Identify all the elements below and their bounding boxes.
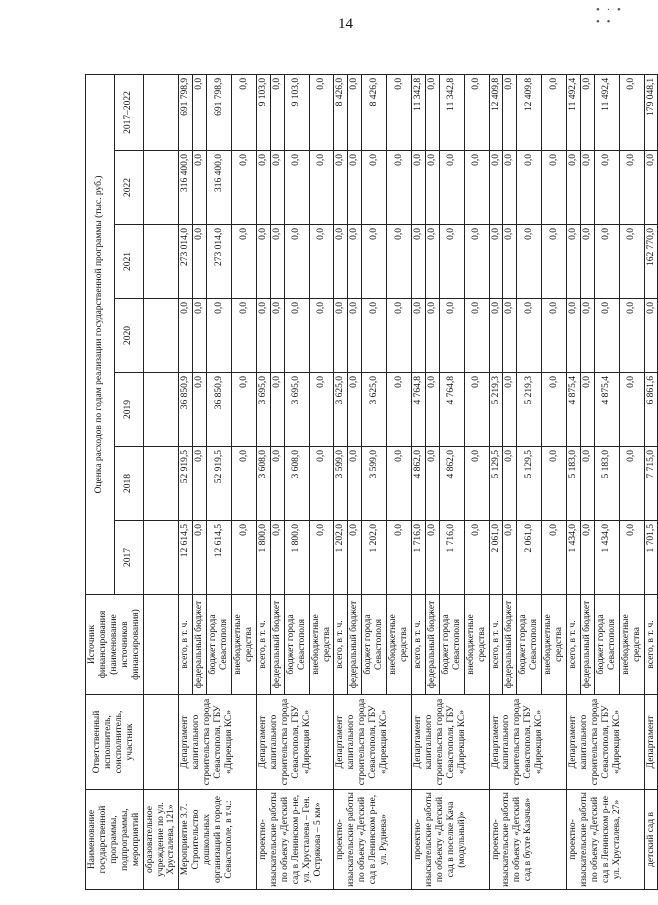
funding-source: федеральный бюджет: [193, 595, 207, 695]
header-executor: Ответственный исполнитель, соисполнитель, участник: [86, 695, 144, 790]
amount-year: 2 061,0: [489, 521, 503, 595]
executor: Департамент капитального строительства города Севастополя, ГБУ «Дирекция КС»: [179, 695, 257, 790]
funding-source: бюджет города Севастополя: [207, 595, 232, 695]
amount-year: 0,0: [580, 447, 594, 521]
program-item-name: проектно-изыскательские работы по объекту «Детский сад в Ленинском р-не, ул. Хрусталева – Ген. Острякова – 5 км»: [256, 790, 334, 890]
amount-year: 0,0: [464, 299, 489, 373]
amount-year: 7 715,0: [644, 447, 658, 521]
amount-year: 2 061,0: [517, 521, 542, 595]
amount-year: 162 770,0: [644, 225, 658, 299]
amount-year: 0,0: [309, 447, 334, 521]
corner-marks: • · • • •: [596, 4, 623, 28]
amount-year: 0,0: [387, 225, 412, 299]
executor: Департамент капитального строительства города Севастополя, ГБУ «Дирекция КС»: [256, 695, 334, 790]
amount-total: 0,0: [348, 74, 362, 150]
amount-year: 0,0: [503, 373, 517, 447]
program-item-name: проектно-изыскательские работы по объекту «Детский сад в Ленинском р-не, ул. Руднева»: [334, 790, 412, 890]
executor: Департамент капитального строительства города Севастополя, ГБУ «Дирекция КС»: [567, 695, 645, 790]
amount-year: 0,0: [411, 151, 425, 225]
amount-year: 0,0: [503, 299, 517, 373]
amount-year: 0,0: [309, 521, 334, 595]
header-year-total: 2017–2022: [114, 74, 143, 150]
executor: Департамент: [644, 695, 658, 790]
amount-year: 1 701,5: [644, 521, 658, 595]
program-item-name: детский сад в: [644, 790, 658, 890]
funding-source: внебюджетные средства: [309, 595, 334, 695]
amount-year: 1 716,0: [439, 521, 464, 595]
amount-year: 0,0: [619, 225, 644, 299]
amount-year: 0,0: [464, 521, 489, 595]
amount-year: 1 434,0: [594, 521, 619, 595]
amount-year: 0,0: [387, 373, 412, 447]
amount-total: 12 409,8: [489, 74, 503, 150]
amount-year: 0,0: [542, 373, 567, 447]
header-estimate: Оценка расходов по годам реализации государственной программы (тыс. руб.): [86, 74, 115, 594]
amount-year: 0,0: [270, 225, 284, 299]
amount-year: 0,0: [644, 151, 658, 225]
funding-source: федеральный бюджет: [425, 595, 439, 695]
amount-year: 0,0: [517, 151, 542, 225]
amount-total: 12 409,8: [517, 74, 542, 150]
amount-year: 0,0: [334, 299, 348, 373]
amount-year: 0,0: [270, 373, 284, 447]
table-body: [143, 74, 658, 889]
amount-year: 0,0: [193, 151, 207, 225]
amount-year: 52 919,5: [207, 447, 232, 521]
table-row: [411, 74, 425, 889]
amount-year: 0,0: [193, 225, 207, 299]
amount-total: 0,0: [193, 74, 207, 150]
header-year: 2021: [114, 225, 143, 299]
amount-total: 11 492,4: [594, 74, 619, 150]
amount-year: 0,0: [256, 225, 270, 299]
amount-year: 0,0: [503, 521, 517, 595]
amount-year: 0,0: [284, 299, 309, 373]
amount-year: 0,0: [619, 151, 644, 225]
amount-year: 0,0: [232, 225, 257, 299]
amount-year: 1 434,0: [567, 521, 581, 595]
amount-year: 0,0: [542, 447, 567, 521]
amount-year: 0,0: [517, 225, 542, 299]
header-year: 2019: [114, 373, 143, 447]
amount-year: 0,0: [425, 225, 439, 299]
continuation-row: [143, 74, 179, 889]
amount-total: 179 048,1: [644, 74, 658, 150]
amount-year: 0,0: [619, 373, 644, 447]
amount-year: 3 599,0: [362, 447, 387, 521]
program-item-name: проектно-изыскательские работы по объекту «Детский сад в Ленинском р-не ул. Хрусталева, 27»: [567, 790, 645, 890]
amount-year: 3 625,0: [334, 373, 348, 447]
amount-year: 0,0: [425, 521, 439, 595]
amount-year: 0,0: [256, 299, 270, 373]
amount-year: 0,0: [411, 225, 425, 299]
amount-year: 0,0: [334, 225, 348, 299]
header-name: Наименование государственной программы, подпрограммы, мероприятий: [86, 790, 144, 890]
amount-year: 0,0: [644, 299, 658, 373]
amount-year: 3 608,0: [284, 447, 309, 521]
amount-year: 0,0: [270, 151, 284, 225]
amount-year: 0,0: [207, 299, 232, 373]
amount-year: 4 875,4: [567, 373, 581, 447]
amount-year: 0,0: [619, 521, 644, 595]
amount-year: 0,0: [256, 151, 270, 225]
amount-year: 0,0: [503, 225, 517, 299]
amount-year: 0,0: [362, 151, 387, 225]
amount-year: 0,0: [232, 151, 257, 225]
amount-year: 0,0: [425, 373, 439, 447]
funding-source: всего, в т. ч.: [179, 595, 193, 695]
amount-year: 0,0: [464, 373, 489, 447]
table-header: [86, 74, 144, 889]
amount-year: 0,0: [594, 225, 619, 299]
amount-year: 3 695,0: [256, 373, 270, 447]
table-row: [567, 74, 581, 889]
amount-year: 0,0: [464, 225, 489, 299]
funding-source: бюджет города Севастополя: [517, 595, 542, 695]
funding-source: бюджет города Севастополя: [362, 595, 387, 695]
amount-year: 3 608,0: [256, 447, 270, 521]
amount-year: 0,0: [193, 447, 207, 521]
funding-source: внебюджетные средства: [387, 595, 412, 695]
amount-year: 1 202,0: [362, 521, 387, 595]
executor: Департамент капитального строительства города Севастополя, ГБУ «Дирекция КС»: [334, 695, 412, 790]
amount-year: 0,0: [387, 521, 412, 595]
amount-year: 0,0: [348, 521, 362, 595]
amount-year: 1 202,0: [334, 521, 348, 595]
amount-year: 0,0: [464, 151, 489, 225]
amount-year: 4 764,8: [439, 373, 464, 447]
amount-year: 0,0: [334, 151, 348, 225]
amount-year: 12 614,5: [179, 521, 193, 595]
program-item-name: Мероприятие 3.7. Строительство дошкольных организаций в городе Севастополе, в т.ч.:: [179, 790, 257, 890]
funding-source: федеральный бюджет: [270, 595, 284, 695]
amount-year: 3 695,0: [284, 373, 309, 447]
amount-year: 0,0: [489, 151, 503, 225]
amount-year: 0,0: [542, 521, 567, 595]
amount-year: 0,0: [309, 299, 334, 373]
header-year: 2020: [114, 299, 143, 373]
amount-year: 0,0: [439, 151, 464, 225]
amount-year: 0,0: [348, 299, 362, 373]
amount-year: 0,0: [193, 521, 207, 595]
amount-total: 9 103,0: [256, 74, 270, 150]
amount-year: 3 625,0: [362, 373, 387, 447]
amount-year: 0,0: [387, 447, 412, 521]
amount-year: 36 850,9: [207, 373, 232, 447]
amount-year: 0,0: [362, 225, 387, 299]
rotated-table-container: [85, 75, 656, 890]
amount-year: 0,0: [489, 225, 503, 299]
amount-year: 273 014,0: [207, 225, 232, 299]
amount-total: 691 798,9: [179, 74, 193, 150]
amount-year: 0,0: [594, 151, 619, 225]
funding-source: всего, в т. ч.: [256, 595, 270, 695]
amount-year: 0,0: [309, 225, 334, 299]
funding-source: внебюджетные средства: [232, 595, 257, 695]
header-year: 2022: [114, 151, 143, 225]
amount-year: 0,0: [464, 447, 489, 521]
continuation-name: образовательное учреждение по ул. Хрусталева, 121»: [143, 790, 179, 890]
financing-table: [85, 74, 658, 890]
amount-year: 4 862,0: [439, 447, 464, 521]
amount-year: 36 850,9: [179, 373, 193, 447]
amount-year: 4 875,4: [594, 373, 619, 447]
amount-year: 0,0: [193, 373, 207, 447]
program-item-name: проектно-изыскательские работы по объекту «Детский сад в бухте Казачья»: [489, 790, 567, 890]
amount-total: 0,0: [619, 74, 644, 150]
executor: Департамент капитального строительства города Севастополя, ГБУ «Дирекция КС»: [489, 695, 567, 790]
amount-year: 0,0: [348, 225, 362, 299]
amount-year: 0,0: [567, 225, 581, 299]
table-row: [334, 74, 348, 889]
program-item-name: проектно-изыскательские работы по объекту «Детский сад в поселке Кача (модульный)»: [411, 790, 489, 890]
header-source: Источник финансирования (наименование источников финансирования): [86, 595, 144, 695]
amount-year: 0,0: [232, 521, 257, 595]
amount-total: 0,0: [464, 74, 489, 150]
funding-source: всего, в т. ч.: [411, 595, 425, 695]
funding-source: бюджет города Севастополя: [284, 595, 309, 695]
amount-year: 5 183,0: [567, 447, 581, 521]
funding-source: всего, в т. ч.: [644, 595, 658, 695]
amount-total: 0,0: [387, 74, 412, 150]
table-row: [256, 74, 270, 889]
amount-year: 0,0: [439, 225, 464, 299]
amount-year: 1 716,0: [411, 521, 425, 595]
amount-year: 5 129,5: [489, 447, 503, 521]
amount-year: 0,0: [580, 151, 594, 225]
amount-year: 0,0: [425, 151, 439, 225]
amount-year: 0,0: [309, 151, 334, 225]
amount-year: 316 400,0: [179, 151, 193, 225]
amount-year: 5 129,5: [517, 447, 542, 521]
amount-total: 0,0: [503, 74, 517, 150]
amount-total: 11 342,8: [411, 74, 425, 150]
table-row: [489, 74, 503, 889]
amount-year: 0,0: [232, 299, 257, 373]
amount-year: 0,0: [542, 299, 567, 373]
amount-total: 8 426,0: [334, 74, 348, 150]
amount-year: 1 800,0: [256, 521, 270, 595]
amount-year: 4 862,0: [411, 447, 425, 521]
amount-year: 0,0: [348, 373, 362, 447]
funding-source: федеральный бюджет: [503, 595, 517, 695]
amount-year: 0,0: [309, 373, 334, 447]
amount-year: 5 219,3: [489, 373, 503, 447]
amount-total: 0,0: [309, 74, 334, 150]
amount-year: 6 861,6: [644, 373, 658, 447]
amount-year: 0,0: [232, 373, 257, 447]
amount-year: 0,0: [439, 299, 464, 373]
funding-source: бюджет города Севастополя: [439, 595, 464, 695]
table-row: [644, 74, 658, 889]
header-year: 2017: [114, 521, 143, 595]
amount-year: 0,0: [387, 151, 412, 225]
amount-total: 0,0: [232, 74, 257, 150]
funding-source: внебюджетные средства: [542, 595, 567, 695]
funding-source: бюджет города Севастополя: [594, 595, 619, 695]
amount-year: 316 400,0: [207, 151, 232, 225]
funding-source: всего, в т. ч.: [489, 595, 503, 695]
amount-year: 0,0: [362, 299, 387, 373]
funding-source: всего, в т. ч.: [567, 595, 581, 695]
header-year: 2018: [114, 447, 143, 521]
amount-year: 5 219,3: [517, 373, 542, 447]
amount-total: 11 492,4: [567, 74, 581, 150]
amount-year: 0,0: [270, 521, 284, 595]
amount-year: 0,0: [489, 299, 503, 373]
amount-total: 691 798,9: [207, 74, 232, 150]
amount-year: 3 599,0: [334, 447, 348, 521]
funding-source: федеральный бюджет: [580, 595, 594, 695]
amount-year: 0,0: [503, 151, 517, 225]
amount-year: 0,0: [542, 151, 567, 225]
funding-source: внебюджетные средства: [619, 595, 644, 695]
amount-year: 0,0: [567, 299, 581, 373]
amount-total: 0,0: [580, 74, 594, 150]
amount-year: 0,0: [425, 299, 439, 373]
amount-year: 0,0: [425, 447, 439, 521]
funding-source: федеральный бюджет: [348, 595, 362, 695]
amount-total: 0,0: [425, 74, 439, 150]
amount-total: 0,0: [270, 74, 284, 150]
amount-year: 1 800,0: [284, 521, 309, 595]
amount-year: 0,0: [387, 299, 412, 373]
amount-year: 273 014,0: [179, 225, 193, 299]
amount-year: 52 919,5: [179, 447, 193, 521]
amount-year: 0,0: [270, 299, 284, 373]
amount-year: 5 183,0: [594, 447, 619, 521]
page-number: 14: [338, 16, 353, 32]
executor: Департамент капитального строительства города Севастополя, ГБУ «Дирекция КС»: [411, 695, 489, 790]
amount-year: 0,0: [594, 299, 619, 373]
amount-year: 0,0: [284, 225, 309, 299]
amount-total: 8 426,0: [362, 74, 387, 150]
amount-year: 12 614,5: [207, 521, 232, 595]
amount-year: 0,0: [580, 373, 594, 447]
amount-year: 0,0: [619, 299, 644, 373]
table-row: [179, 74, 193, 889]
amount-year: 0,0: [232, 447, 257, 521]
amount-year: 0,0: [580, 521, 594, 595]
amount-year: 0,0: [270, 447, 284, 521]
amount-year: 0,0: [542, 225, 567, 299]
amount-year: 4 764,8: [411, 373, 425, 447]
amount-total: 0,0: [542, 74, 567, 150]
amount-year: 0,0: [284, 151, 309, 225]
amount-year: 0,0: [193, 299, 207, 373]
amount-year: 0,0: [348, 151, 362, 225]
amount-year: 0,0: [619, 447, 644, 521]
funding-source: внебюджетные средства: [464, 595, 489, 695]
amount-year: 0,0: [580, 225, 594, 299]
amount-year: 0,0: [567, 151, 581, 225]
amount-year: 0,0: [411, 299, 425, 373]
amount-year: 0,0: [580, 299, 594, 373]
amount-year: 0,0: [179, 299, 193, 373]
amount-total: 11 342,8: [439, 74, 464, 150]
funding-source: всего, в т. ч.: [334, 595, 348, 695]
amount-total: 9 103,0: [284, 74, 309, 150]
amount-year: 0,0: [503, 447, 517, 521]
amount-year: 0,0: [517, 299, 542, 373]
amount-year: 0,0: [348, 447, 362, 521]
